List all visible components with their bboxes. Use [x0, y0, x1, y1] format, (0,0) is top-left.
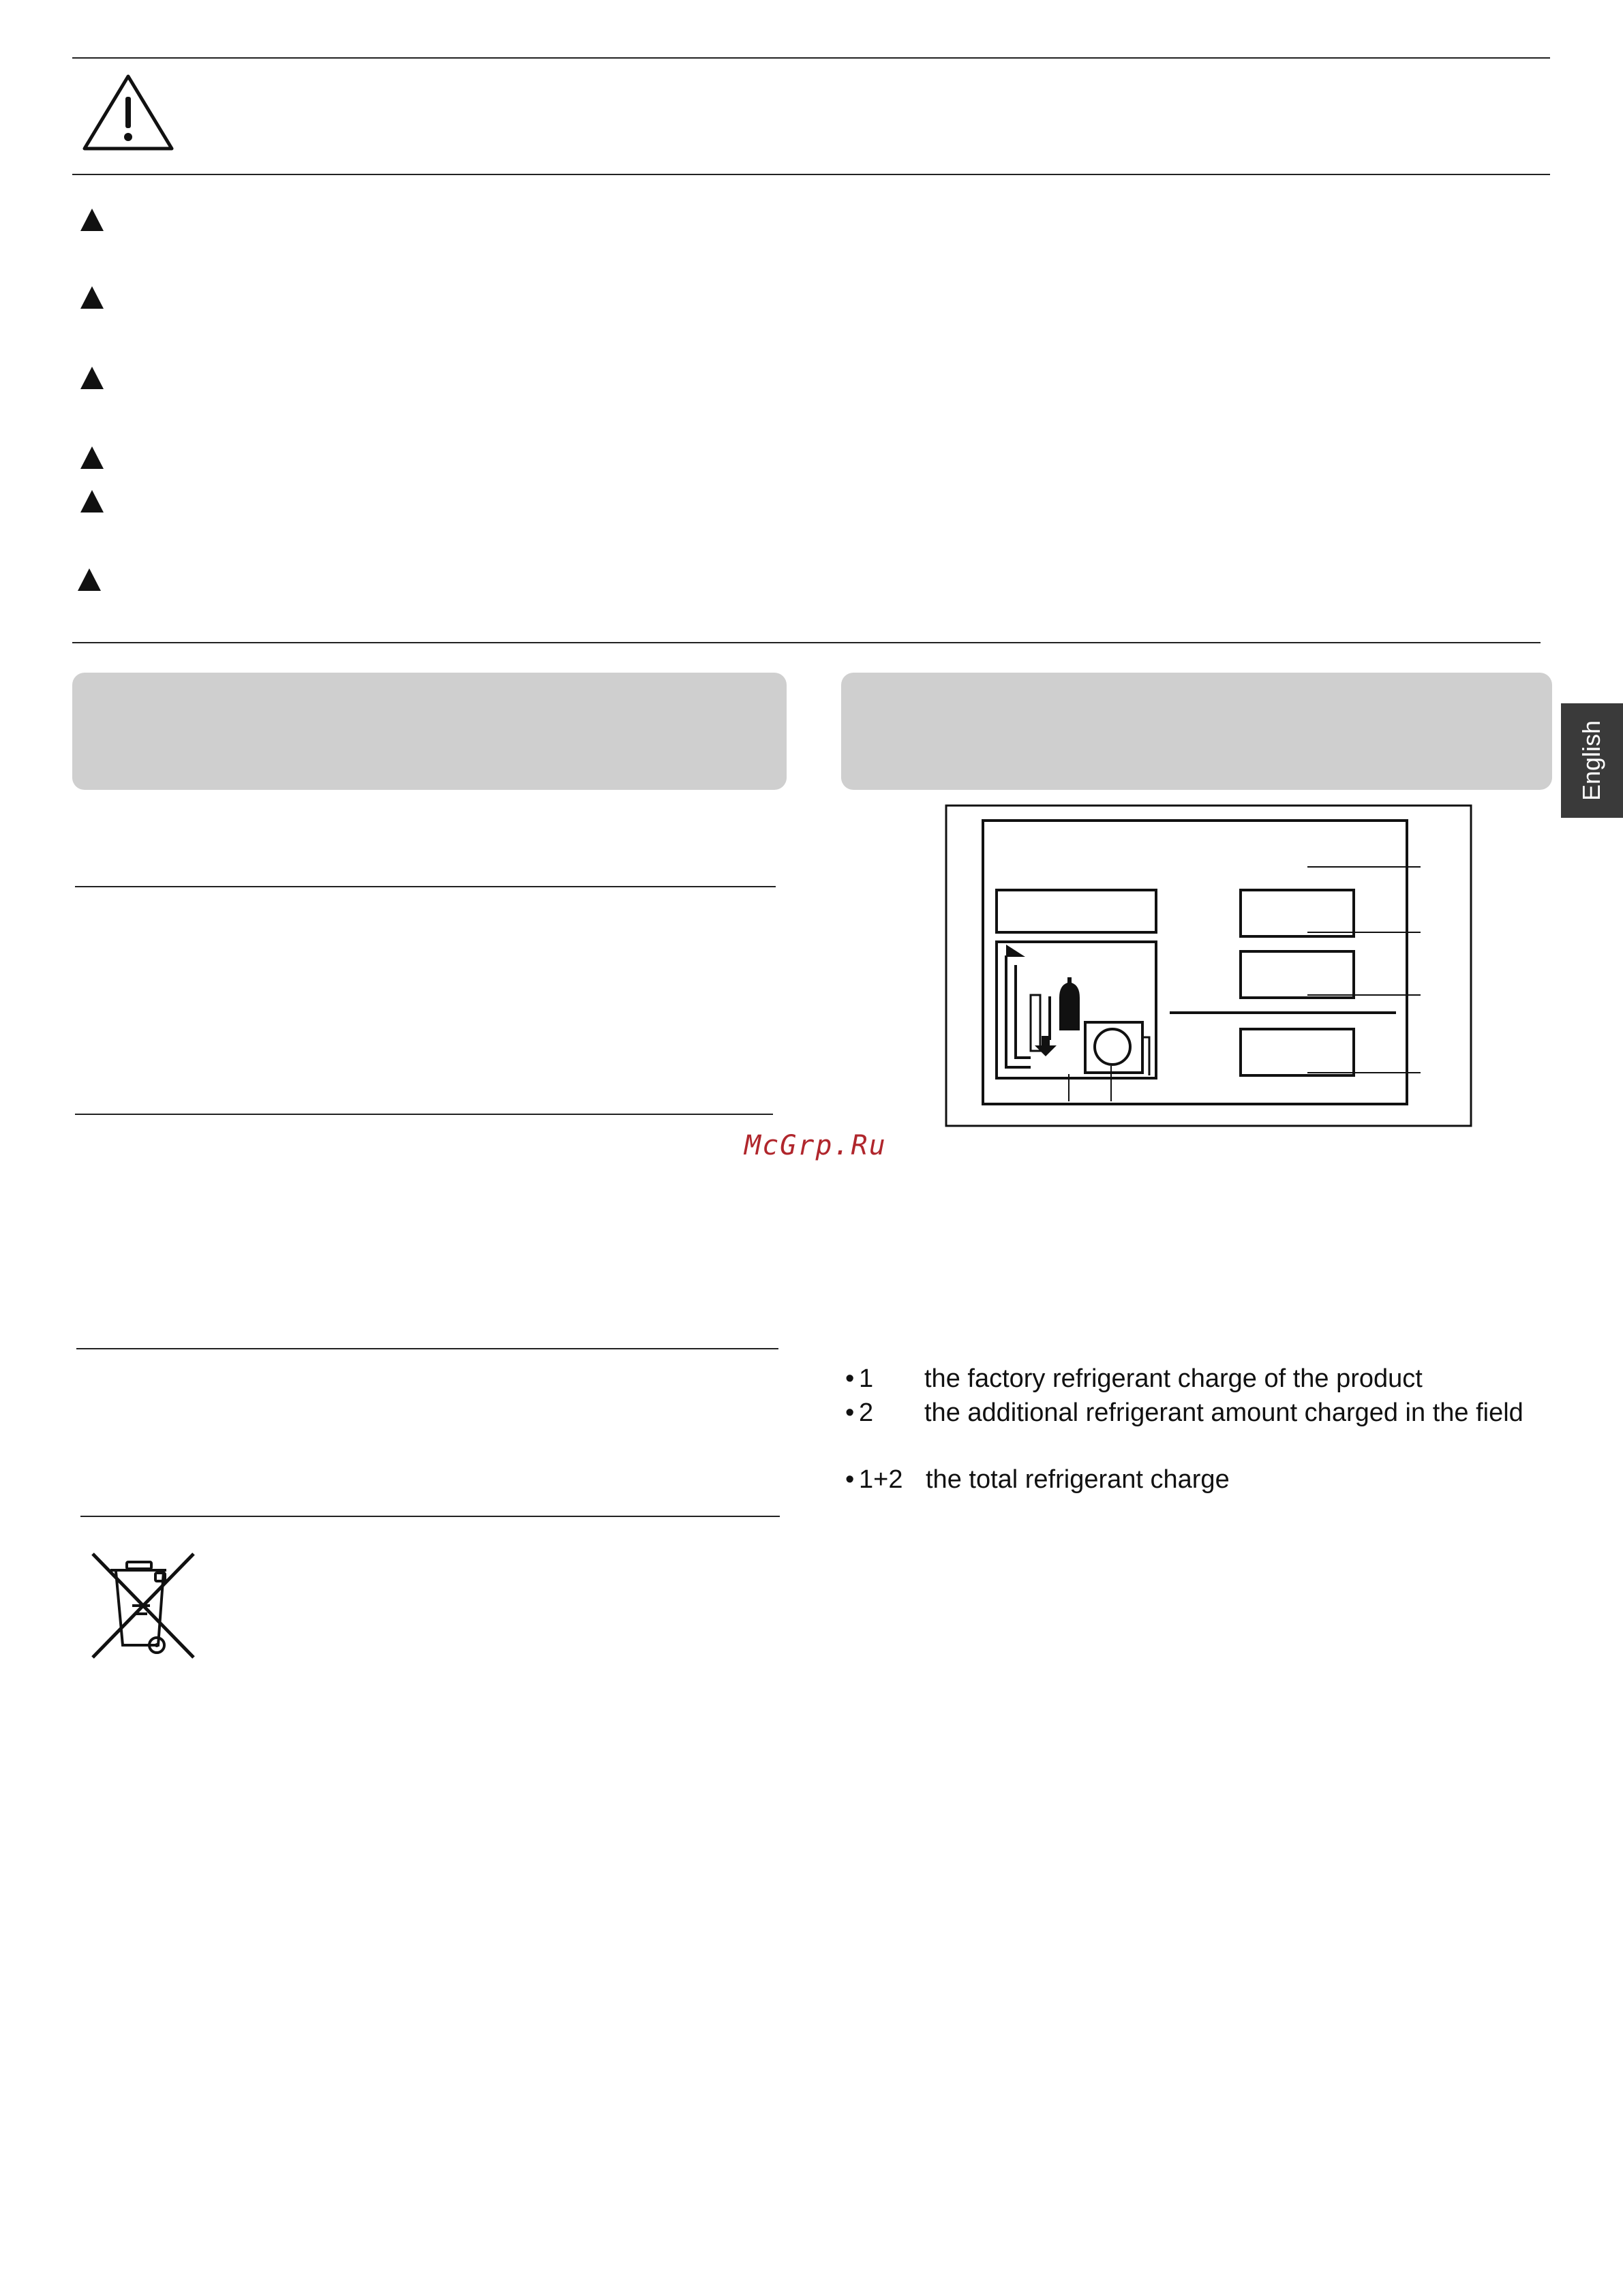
label-frame	[983, 821, 1407, 1104]
header-top-rule	[72, 57, 1550, 59]
note-bullet: •	[845, 1465, 855, 1494]
charge-box-total	[1241, 1029, 1354, 1075]
right-section-header-panel	[841, 673, 1552, 790]
section-divider	[72, 642, 1541, 643]
note-bullet: •	[845, 1398, 855, 1427]
note-bullet: •	[845, 1364, 855, 1393]
warning-bullet-icon	[80, 446, 104, 469]
charge-box-1	[1241, 890, 1354, 936]
charge-note-total	[845, 1465, 1230, 1495]
warning-bullet-icon	[80, 286, 104, 309]
note-number: 1+2	[859, 1465, 903, 1494]
header-bottom-rule	[72, 174, 1550, 175]
warning-bullet-icon	[78, 568, 101, 591]
refrigerant-label-diagram	[945, 804, 1474, 1127]
warning-bullet-icon	[80, 367, 104, 389]
left-column-rule	[75, 886, 776, 887]
language-tab-label: English	[1577, 720, 1606, 801]
left-column-rule	[80, 1516, 780, 1517]
left-column-rule	[76, 1348, 778, 1349]
warning-triangle-icon	[80, 72, 176, 153]
note-number: 2	[859, 1398, 874, 1427]
watermark-text: McGrp.Ru	[744, 1130, 887, 1161]
warning-bullet-icon	[80, 490, 104, 512]
language-tab[interactable]	[1561, 703, 1623, 818]
crossed-out-bin-icon	[87, 1548, 199, 1664]
note-text: the total refrigerant charge	[926, 1465, 1230, 1494]
compressor-circle	[1095, 1029, 1130, 1065]
note-text: the additional refrigerant amount charged in the field	[924, 1398, 1523, 1427]
charge-box-2	[1241, 951, 1354, 998]
left-section-header-panel	[72, 673, 787, 790]
label-title-box	[997, 890, 1156, 932]
note-number: 1	[859, 1364, 874, 1393]
charge-note-1	[845, 1364, 1423, 1394]
left-column-rule	[75, 1114, 773, 1115]
charge-note-2	[845, 1398, 1523, 1428]
warning-bullet-icon	[80, 209, 104, 231]
note-text: the factory refrigerant charge of the product	[924, 1364, 1423, 1393]
